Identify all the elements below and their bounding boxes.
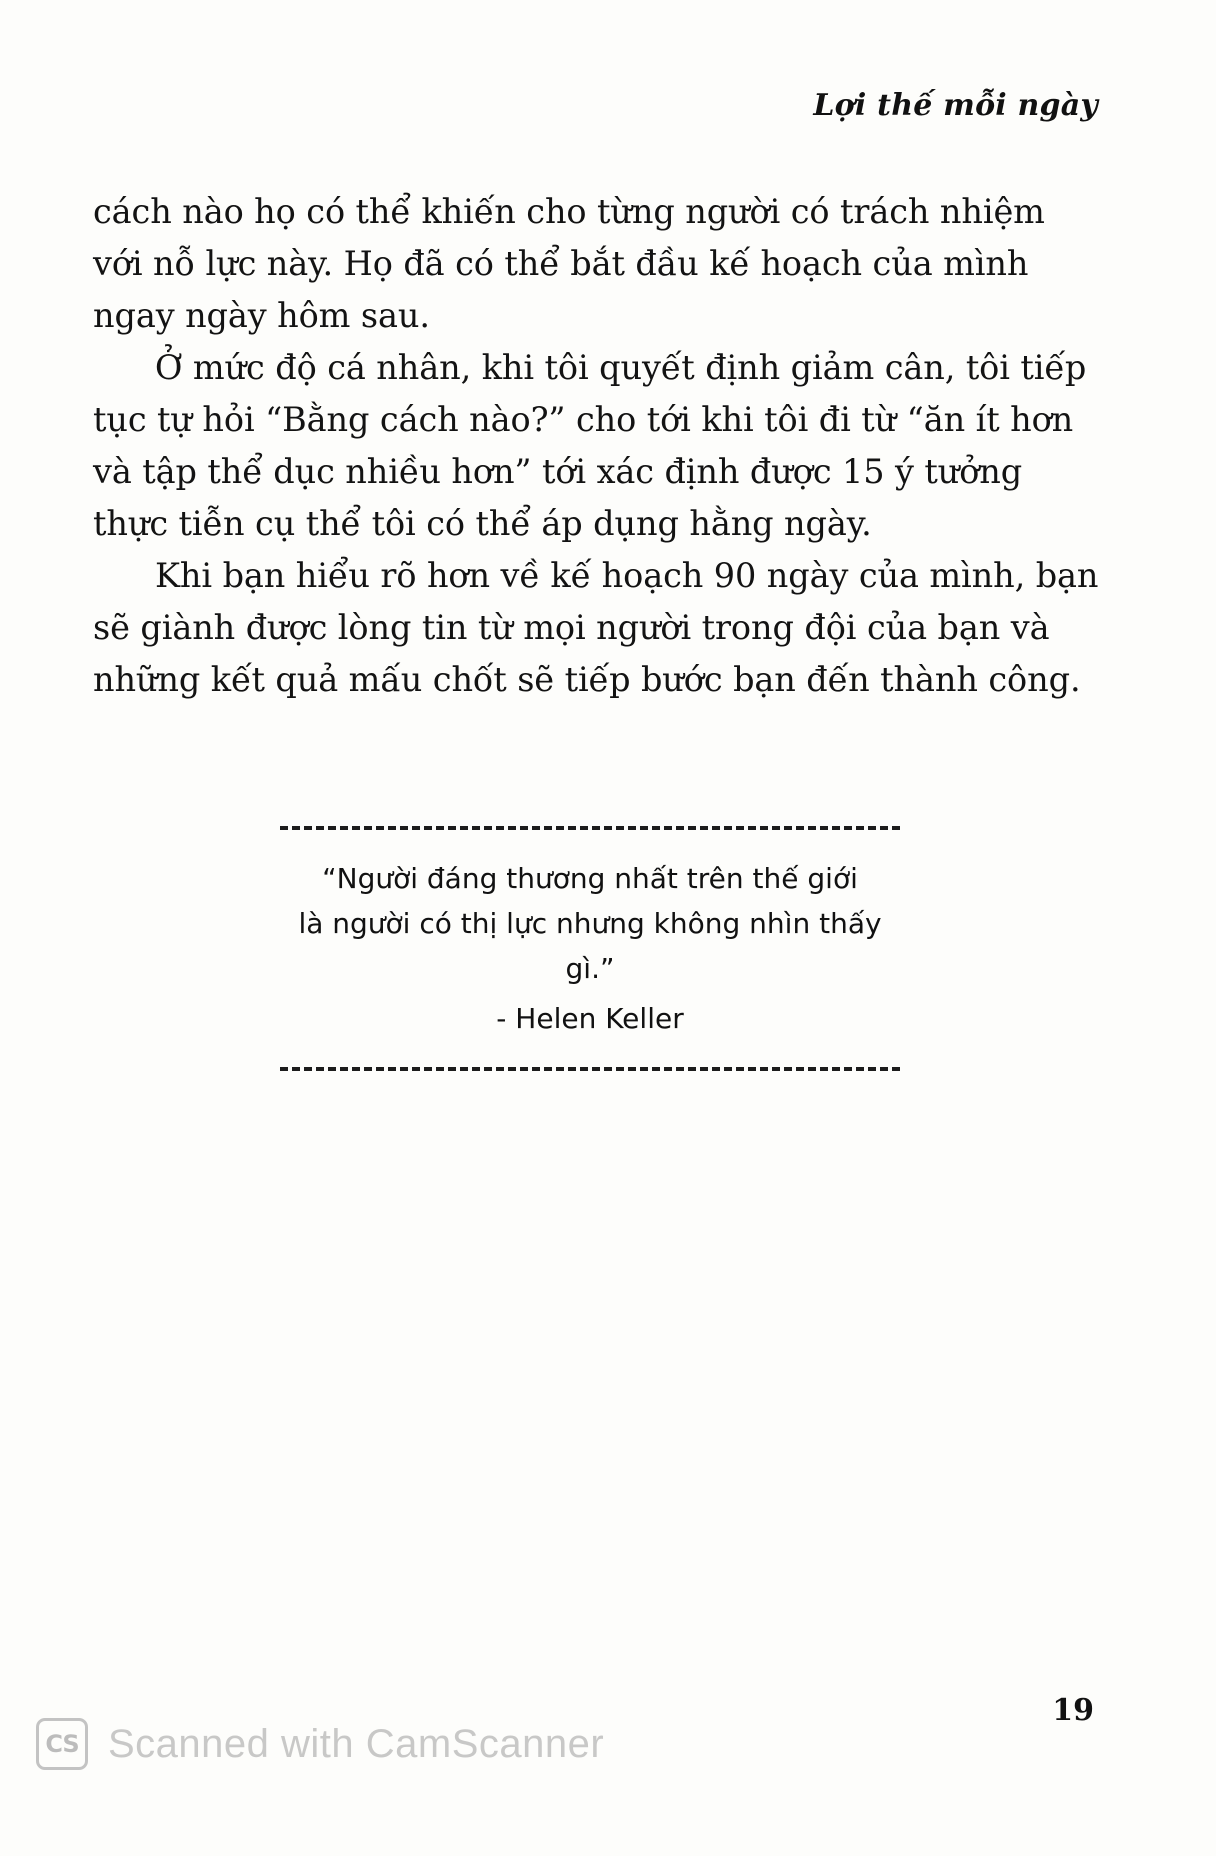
quote-text (280, 856, 900, 991)
camscanner-watermark (36, 1718, 604, 1770)
dashed-divider-bottom (280, 1067, 900, 1071)
running-head: Lợi thế mỗi ngày (813, 88, 1098, 123)
camscanner-watermark-text: Scanned with CamScanner (108, 1721, 605, 1766)
body-text-block (93, 186, 1103, 706)
quote-attribution: - Helen Keller (496, 1002, 684, 1035)
paragraph: Khi bạn hiểu rõ hơn về kế hoạch 90 ngày của mình, bạn sẽ giành được lòng tin từ mọi người trong đội của bạn và những kết quả mấu chốt sẽ tiếp bước bạn đến thành công. (93, 556, 1099, 699)
pull-quote (270, 826, 910, 1071)
paragraph: Ở mức độ cá nhân, khi tôi quyết định giảm cân, tôi tiếp tục tự hỏi “Bằng cách nào?” cho tới khi tôi đi từ “ăn ít hơn và tập thể dục nhiều hơn” tới xác định được 15 ý tưởng thực tiễn cụ thể tôi có thể áp dụng hằng ngày. (93, 348, 1087, 543)
quote-line-2: là người có thị lực nhưng không nhìn thấy gì.” (298, 907, 882, 985)
paragraph: cách nào họ có thể khiến cho từng người có trách nhiệm với nỗ lực này. Họ đã có thể bắt đầu kế hoạch của mình ngay ngày hôm sau. (93, 192, 1045, 335)
camscanner-logo-icon: CS (36, 1718, 88, 1770)
dashed-divider-top (280, 826, 900, 830)
quote-line-1: “Người đáng thương nhất trên thế giới (322, 862, 858, 895)
page-number: 19 (1052, 1693, 1094, 1728)
